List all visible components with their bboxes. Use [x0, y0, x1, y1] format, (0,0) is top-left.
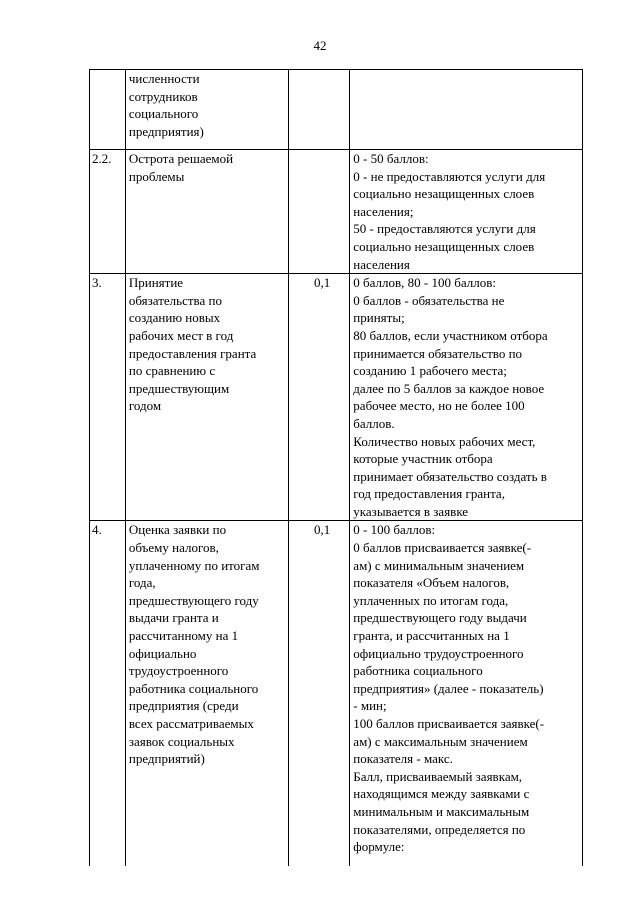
criterion-cell: Острота решаемой проблемы [125, 150, 288, 274]
page-number: 42 [313, 38, 327, 53]
weight-cell [288, 150, 349, 274]
table-row [90, 274, 583, 521]
scoring-cell: 0 - 100 баллов: 0 баллов присваивается заявке(- ам) с минимальным значением показателя «Объем налогов, уплаченных по итогам года, предшествующего году выдачи гранта, и рассчитанных на 1 официально трудоустроенного работника социального предприятия» (далее - показатель) - мин; 100 баллов присваивается заявке(- ам) с максимальным значением показателя - макс. Балл, присваиваемый заявкам, находящимся между заявками с минимальным и максимальным показателями, определяется по формуле: [350, 521, 583, 867]
criterion-cell: Оценка заявки по объему налогов, уплаченному по итогам года, предшествующего году выдачи гранта и рассчитанному на 1 официально трудоустроенного работника социального предприятия (среди всех рассматриваемых заявок социальных предприятий) [125, 521, 288, 867]
scoring-cell: 0 - 50 баллов: 0 - не предоставляются услуги для социально незащищенных слоев населения; 50 - предоставляются услуги для социально незащищенных слоев населения [350, 150, 583, 274]
weight-cell [288, 70, 349, 150]
weight-cell: 0,1 [288, 274, 349, 521]
criterion-cell: Принятие обязательства по созданию новых рабочих мест в год предоставления гранта по сравнению с предшествующим годом [125, 274, 288, 521]
criteria-table [89, 69, 583, 866]
criterion-cell: численности сотрудников социального предприятия) [125, 70, 288, 150]
row-number-cell: 3. [90, 274, 126, 521]
row-number-cell: 2.2. [90, 150, 126, 274]
row-number-cell [90, 70, 126, 150]
table-row [90, 70, 583, 150]
row-number-cell: 4. [90, 521, 126, 867]
table-row [90, 150, 583, 274]
weight-cell: 0,1 [288, 521, 349, 867]
scoring-cell: 0 баллов, 80 - 100 баллов: 0 баллов - обязательства не приняты; 80 баллов, если участником отбора принимается обязательство по созданию 1 рабочего места; далее по 5 баллов за каждое новое рабочее место, но не более 100 баллов. Количество новых рабочих мест, которые участник отбора принимает обязательство создать в год предоставления гранта, указывается в заявке [350, 274, 583, 521]
scoring-cell [350, 70, 583, 150]
table-row [90, 521, 583, 867]
